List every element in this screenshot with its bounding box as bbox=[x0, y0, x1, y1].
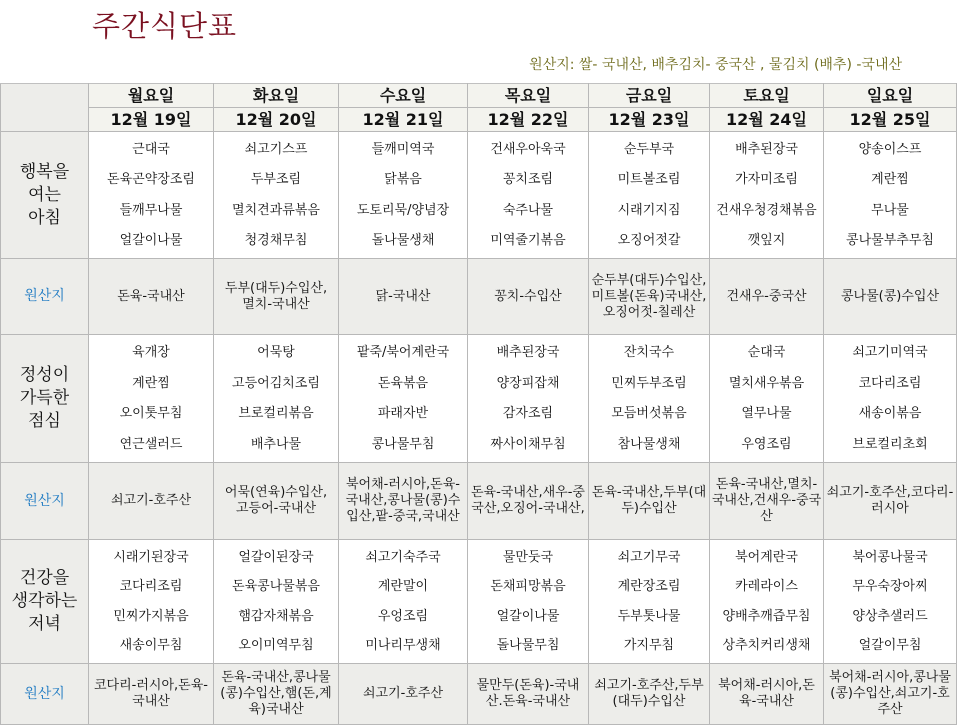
menu-item: 파래자반 bbox=[377, 406, 429, 422]
menu-item: 오징어젓갈 bbox=[617, 232, 681, 248]
origin-cell: 순두부(대두)수입산,미트볼(돈육)국내산,오징어젓-칠레산 bbox=[589, 259, 710, 335]
menu-cell bbox=[710, 132, 824, 259]
menu-item: 시래기지짐 bbox=[617, 202, 681, 218]
menu-item: 순두부국 bbox=[623, 142, 675, 158]
menu-item: 코다리조림 bbox=[858, 375, 922, 391]
menu-item: 민찌두부조림 bbox=[611, 375, 687, 391]
menu-item: 계란장조림 bbox=[617, 579, 681, 595]
menu-item: 들깨미역국 bbox=[371, 142, 435, 158]
menu-item: 돈채피망볶음 bbox=[490, 579, 566, 595]
origin-cell: 닭-국내산 bbox=[339, 259, 468, 335]
origin-label: 원산지 bbox=[1, 664, 89, 725]
menu-item: 도토리묵/양념장 bbox=[356, 202, 450, 218]
menu-item: 우영조림 bbox=[741, 436, 792, 452]
menu-item: 두부조림 bbox=[250, 172, 302, 188]
day-name-header: 수요일 bbox=[339, 84, 468, 108]
menu-item: 코다리조림 bbox=[119, 579, 183, 595]
menu-item: 고등어김치조림 bbox=[232, 375, 320, 391]
origin-cell: 북어채-러시아,돈육-국내산,콩나물(콩)수입산,팥-중국,국내산 bbox=[339, 463, 468, 540]
menu-item: 오이톳무침 bbox=[119, 406, 183, 422]
menu-cell bbox=[589, 132, 710, 259]
menu-cell bbox=[214, 335, 339, 463]
menu-item: 계란찜 bbox=[871, 172, 909, 188]
menu-item: 배추된장국 bbox=[496, 345, 560, 361]
menu-item: 배추된장국 bbox=[735, 142, 798, 158]
day-name-header: 금요일 bbox=[589, 84, 710, 108]
menu-item: 들깨무나물 bbox=[119, 202, 183, 218]
day-name-header: 일요일 bbox=[824, 84, 957, 108]
menu-item: 순대국 bbox=[747, 345, 786, 361]
menu-cell bbox=[710, 540, 824, 664]
menu-item: 계란찜 bbox=[132, 375, 170, 391]
menu-item: 햄감자채볶음 bbox=[238, 608, 314, 624]
menu-item: 미역줄기볶음 bbox=[490, 232, 566, 248]
origin-cell: 돈육-국내산,새우-중국산,오징어-국내산, bbox=[468, 463, 589, 540]
menu-item: 건새우청경채볶음 bbox=[716, 202, 817, 218]
origin-cell: 북어채-러시아,돈육-국내산 bbox=[710, 664, 824, 725]
menu-cell bbox=[468, 540, 589, 664]
origin-label: 원산지 bbox=[1, 463, 89, 540]
menu-cell bbox=[89, 132, 214, 259]
menu-item: 연근샐러드 bbox=[119, 436, 183, 452]
menu-cell bbox=[339, 540, 468, 664]
menu-item: 청경채무침 bbox=[244, 232, 308, 248]
menu-cell bbox=[89, 335, 214, 463]
menu-item: 무나물 bbox=[871, 202, 909, 218]
menu-item: 양장피잡채 bbox=[496, 375, 560, 391]
menu-item: 돈육콩나물볶음 bbox=[232, 579, 320, 595]
menu-item: 우엉조림 bbox=[377, 608, 429, 624]
menu-item: 얼갈이나물 bbox=[496, 608, 560, 624]
day-date-header: 12월 25일 bbox=[824, 108, 957, 132]
page-title: 주간식단표 bbox=[92, 9, 238, 43]
menu-item: 카레라이스 bbox=[735, 579, 798, 595]
day-name-header: 화요일 bbox=[214, 84, 339, 108]
origin-cell: 쇠고기-호주산 bbox=[89, 463, 214, 540]
day-date-header: 12월 20일 bbox=[214, 108, 339, 132]
menu-item: 쇠고기스프 bbox=[244, 142, 308, 158]
menu-item: 콩나물부추무침 bbox=[846, 232, 934, 248]
menu-item: 멸치견과류볶음 bbox=[232, 202, 320, 218]
origin-cell: 어묵(연육)수입산, 고등어-국내산 bbox=[214, 463, 339, 540]
origin-cell: 돈육-국내산,콩나물(콩)수입산,햄(돈,계육)국내산 bbox=[214, 664, 339, 725]
menu-item: 잔치국수 bbox=[623, 345, 675, 361]
meal-label: 정성이 가득한 점심 bbox=[1, 335, 89, 463]
menu-cell bbox=[339, 132, 468, 259]
origin-cell: 돈육-국내산,두부(대두)수입산 bbox=[589, 463, 710, 540]
day-name-header: 월요일 bbox=[89, 84, 214, 108]
menu-item: 돈육볶음 bbox=[377, 375, 429, 391]
menu-item: 양상추샐러드 bbox=[852, 608, 928, 624]
day-date-header: 12월 22일 bbox=[468, 108, 589, 132]
origin-cell: 두부(대두)수입산, 멸치-국내산 bbox=[214, 259, 339, 335]
origin-cell: 돈육-국내산 bbox=[89, 259, 214, 335]
menu-cell bbox=[339, 335, 468, 463]
menu-item: 돈육곤약장조림 bbox=[107, 172, 195, 188]
menu-cell bbox=[824, 540, 957, 664]
menu-cell bbox=[214, 132, 339, 259]
menu-item: 얼갈이된장국 bbox=[238, 549, 314, 565]
menu-item: 새송이볶음 bbox=[858, 406, 922, 422]
day-date-header: 12월 23일 bbox=[589, 108, 710, 132]
menu-cell bbox=[824, 132, 957, 259]
corner-cell bbox=[1, 84, 89, 132]
menu-item: 계란말이 bbox=[377, 579, 429, 595]
menu-cell bbox=[824, 335, 957, 463]
menu-item: 육개장 bbox=[132, 345, 170, 361]
menu-item: 가지무침 bbox=[623, 638, 675, 654]
weekly-menu-table bbox=[0, 83, 957, 725]
menu-item: 어묵탕 bbox=[257, 345, 295, 361]
origin-note: 원산지: 쌀- 국내산, 배추김치- 중국산 , 물김치 (배추) -국내산 bbox=[529, 57, 902, 73]
origin-cell: 코다리-러시아,돈육-국내산 bbox=[89, 664, 214, 725]
menu-item: 새송이무침 bbox=[119, 638, 183, 654]
menu-item: 상추치커리생채 bbox=[722, 638, 811, 654]
menu-item: 멸치새우볶음 bbox=[728, 375, 805, 391]
menu-cell bbox=[214, 540, 339, 664]
menu-item: 얼갈이무침 bbox=[858, 638, 922, 654]
menu-item: 팥죽/북어계란국 bbox=[356, 345, 450, 361]
day-date-header: 12월 24일 bbox=[710, 108, 824, 132]
menu-cell bbox=[710, 335, 824, 463]
origin-cell: 돈육-국내산,멸치-국내산,건새우-중국산 bbox=[710, 463, 824, 540]
origin-cell: 꽁치-수입산 bbox=[468, 259, 589, 335]
meal-label: 건강을 생각하는 저녁 bbox=[1, 540, 89, 664]
menu-item: 근대국 bbox=[132, 142, 170, 158]
menu-item: 돌나물무침 bbox=[496, 638, 560, 654]
menu-item: 두부톳나물 bbox=[617, 608, 681, 624]
menu-item: 꽁치조림 bbox=[502, 172, 554, 188]
menu-item: 쇠고기숙주국 bbox=[365, 549, 441, 565]
menu-item: 양송이스프 bbox=[858, 142, 922, 158]
origin-cell: 쇠고기-호주산 bbox=[339, 664, 468, 725]
menu-item: 미나리무생채 bbox=[365, 638, 441, 654]
origin-cell: 쇠고기-호주산,코다리-러시아 bbox=[824, 463, 957, 540]
menu-item: 시래기된장국 bbox=[113, 549, 189, 565]
menu-item: 양배추깨즙무침 bbox=[722, 608, 811, 624]
day-name-header: 토요일 bbox=[710, 84, 824, 108]
menu-item: 숙주나물 bbox=[502, 202, 554, 218]
menu-item: 북어계란국 bbox=[735, 549, 798, 565]
menu-item: 물만둣국 bbox=[502, 549, 554, 565]
day-date-header: 12월 19일 bbox=[89, 108, 214, 132]
menu-cell bbox=[468, 132, 589, 259]
menu-item: 쇠고기무국 bbox=[617, 549, 681, 565]
menu-item: 오이미역무침 bbox=[238, 638, 314, 654]
menu-cell bbox=[589, 335, 710, 463]
menu-cell bbox=[89, 540, 214, 664]
menu-item: 모듬버섯볶음 bbox=[611, 406, 687, 422]
menu-item: 쇠고기미역국 bbox=[852, 345, 928, 361]
menu-item: 참나물생채 bbox=[617, 436, 681, 452]
menu-cell bbox=[589, 540, 710, 664]
menu-item: 깻잎지 bbox=[747, 232, 786, 248]
day-name-header: 목요일 bbox=[468, 84, 589, 108]
menu-item: 짜사이채무침 bbox=[490, 436, 566, 452]
menu-item: 건새우아욱국 bbox=[490, 142, 566, 158]
menu-item: 닭볶음 bbox=[384, 172, 422, 188]
menu-item: 얼갈이나물 bbox=[119, 232, 183, 248]
menu-cell bbox=[468, 335, 589, 463]
menu-item: 미트볼조림 bbox=[617, 172, 681, 188]
menu-item: 가자미조림 bbox=[735, 172, 798, 188]
menu-item: 브로컬리초회 bbox=[852, 436, 928, 452]
menu-item: 배추나물 bbox=[250, 436, 302, 452]
menu-item: 무우숙장아찌 bbox=[852, 579, 928, 595]
origin-cell: 콩나물(콩)수입산 bbox=[824, 259, 957, 335]
origin-cell: 북어채-러시아,콩나물(콩)수입산,쇠고기-호주산 bbox=[824, 664, 957, 725]
menu-item: 북어콩나물국 bbox=[852, 549, 928, 565]
origin-cell: 쇠고기-호주산,두부(대두)수입산 bbox=[589, 664, 710, 725]
origin-cell: 건새우-중국산 bbox=[710, 259, 824, 335]
meal-label: 행복을 여는 아침 bbox=[1, 132, 89, 259]
menu-item: 열무나물 bbox=[741, 406, 792, 422]
origin-label: 원산지 bbox=[1, 259, 89, 335]
menu-item: 콩나물무침 bbox=[371, 436, 435, 452]
origin-cell: 물만두(돈육)-국내산.돈육-국내산 bbox=[468, 664, 589, 725]
menu-item: 감자조림 bbox=[502, 406, 554, 422]
menu-item: 민찌가지볶음 bbox=[113, 608, 189, 624]
menu-item: 돌나물생채 bbox=[371, 232, 435, 248]
menu-item: 브로컬리볶음 bbox=[238, 406, 314, 422]
day-date-header: 12월 21일 bbox=[339, 108, 468, 132]
